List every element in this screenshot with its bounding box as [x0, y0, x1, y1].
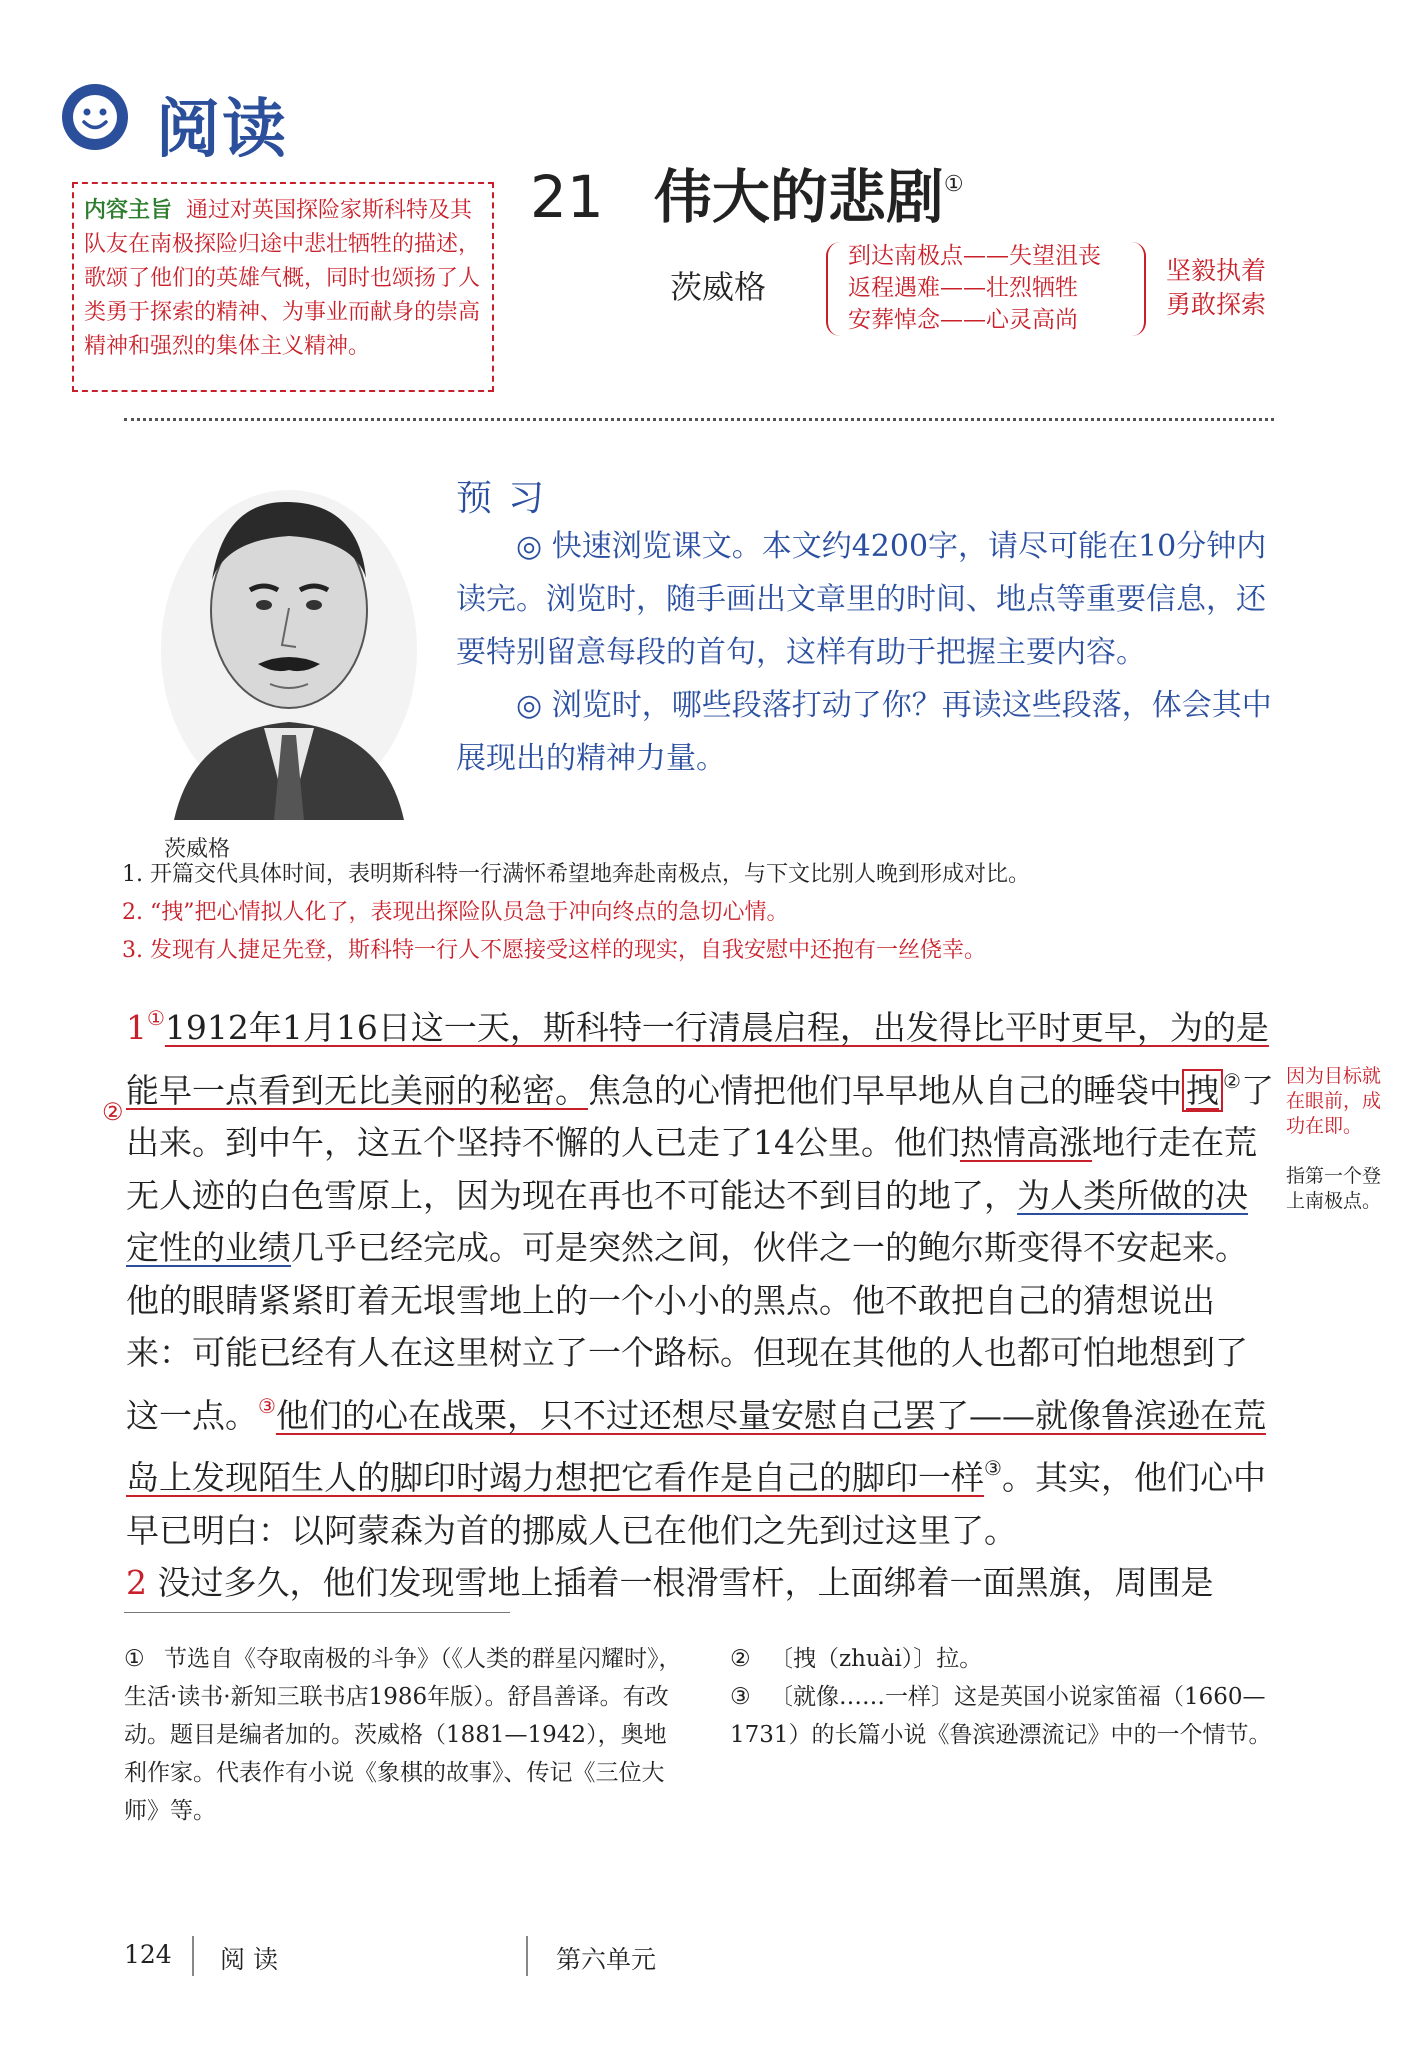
- footnote-1-text: 节选自《夺取南极的斗争》（《人类的群星闪耀时》，生活·读书·新知三联书店1986年版）。舒昌善译。有改动。题目是编者加的。茨威格（1881—1942），奥地利作家。代表作有小说《象棋的故事》、传记《三位大师》等。: [124, 1646, 682, 1824]
- margin-note-2-text: 指第一个登上南极点。: [1286, 1165, 1382, 1212]
- portrait-caption: 茨威格: [164, 837, 231, 862]
- text-segment: 。其实，他们心中早已明白：以阿蒙森为首的挪威人已在他们之先到过这里了。: [126, 1458, 1266, 1550]
- text-segment: 地行走在荒无人迹的白色雪原上，因为现在再也不可能达不到目的地了，: [126, 1123, 1257, 1215]
- footer-separator: [526, 1936, 528, 1976]
- conclusion-line-1: 坚毅执着: [1166, 256, 1267, 285]
- dotted-divider: [124, 418, 1274, 421]
- text-segment: 焦急的心情把他们早早地从自己的睡袋中: [588, 1070, 1182, 1110]
- margin-note-2: [1286, 1164, 1382, 1214]
- lesson-footnote-marker: ①: [943, 172, 964, 197]
- underlined-sentence-1: 1912年1月16日这一天，斯科特一行清晨启程，出发得比平时更早，为的是能早一点看到无比美丽的秘密。: [126, 1008, 1269, 1110]
- author-name: 茨威格: [670, 268, 767, 306]
- summary-text: 通过对英国探险家斯科特及其队友在南极探险归途中悲壮牺牲的描述，歌颂了他们的英雄气概，同时也颂扬了人类勇于探索的精神、为事业而献身的崇高精神和强烈的集体主义精神。: [84, 198, 481, 359]
- text-segment: 几乎已经完成。可是突然之间，伙伴之一的鲍尔斯变得不安起来。他的眼睛紧紧盯着无垠雪地上的一个小小的黑点。他不敢把自己的猜想说出来：可能已经有人在这里树立了一个路标。但现在其他的人也都可怕地想到了这一点。: [126, 1228, 1248, 1435]
- footnote-2: [730, 1640, 1290, 1678]
- structure-line-2: 返程遇难——壮烈牺牲: [848, 275, 1078, 301]
- preview-body: [456, 520, 1276, 785]
- paragraph-1: [126, 992, 1276, 1557]
- annotation-marker-1: ①: [147, 1006, 165, 1030]
- underlined-sentence-3: 他们的心在战栗，只不过还想尽量安慰自己罢了——就像鲁滨逊在荒岛上发现陌生人的脚印时竭力想把它看作是自己的脚印一样: [126, 1395, 1266, 1497]
- structure-line-3: 安葬悼念——心灵高尚: [848, 307, 1078, 333]
- note-2: 2. “拽”把心情拟人化了，表现出探险队员急于冲向终点的急切心情。: [122, 900, 789, 925]
- paragraph-2: [126, 1557, 1276, 1610]
- right-brace: [1130, 242, 1146, 336]
- annotation-marker-2: ②: [102, 1098, 124, 1126]
- margin-note-1: [1286, 1064, 1386, 1139]
- main-text: [126, 992, 1276, 1610]
- footnote-3: [730, 1678, 1290, 1754]
- margin-note-1-text: 因为目标就在眼前，成功在即。: [1286, 1065, 1382, 1137]
- preview-title: 预习: [456, 478, 561, 519]
- footer-section: 阅读: [220, 1945, 287, 1974]
- footnote-2-number: ②: [730, 1646, 751, 1672]
- underlined-phrase-blue: 为人类所做的决定性的业绩: [126, 1175, 1248, 1267]
- author-portrait: [154, 460, 424, 820]
- paragraph-2-text: 没过多久，他们发现雪地上插着一根滑雪杆，上面绑着一面黑旗，周围是: [157, 1563, 1214, 1602]
- footnote-1-number: ①: [124, 1646, 145, 1672]
- footnote-ref-2: ②: [1223, 1068, 1241, 1093]
- lesson-title-text: 伟大的悲剧: [653, 163, 944, 231]
- structure-outline: [826, 240, 1146, 340]
- page-number: 124: [124, 1940, 172, 1969]
- footnote-3-text: 〔就像……一样〕这是英国小说家笛福（1660—1731）的长篇小说《鲁滨逊漂流记》中的一个情节。: [730, 1684, 1272, 1748]
- boxed-word: 拽: [1182, 1069, 1223, 1112]
- text-segment: 了出来。到中午，这五个坚持不懈的人已走了14公里。他们: [126, 1070, 1274, 1162]
- footer-separator: [192, 1936, 194, 1976]
- footnote-3-number: ③: [730, 1684, 751, 1710]
- structure-line-1: 到达南极点——失望沮丧: [848, 243, 1101, 269]
- lesson-title: [530, 150, 964, 234]
- lesson-number: 21: [530, 163, 604, 231]
- footnote-1: [124, 1640, 684, 1830]
- footnote-2-text: 〔拽（zhuài）〕拉。: [770, 1646, 983, 1672]
- annotation-marker-3: ③: [258, 1393, 276, 1418]
- summary-label: 内容主旨: [84, 198, 173, 223]
- left-brace: [826, 242, 842, 336]
- preview-item-2: ◎ 浏览时，哪些段落打动了你？再读这些段落，体会其中展现出的精神力量。: [456, 688, 1272, 776]
- smiley-face-icon: [62, 84, 128, 150]
- section-title: 阅读: [156, 93, 288, 167]
- note-3: 3. 发现有人捷足先登，斯科特一行人不愿接受这样的现实，自我安慰中还抱有一丝侥幸。: [122, 938, 986, 963]
- paragraph-number-1: 1: [126, 1008, 147, 1047]
- content-summary-box: [72, 182, 494, 392]
- footnote-ref-3: ③: [984, 1456, 1002, 1480]
- annotation-notes: [122, 856, 1302, 970]
- paragraph-number-2: 2: [126, 1563, 147, 1602]
- footnotes-right: [730, 1640, 1290, 1754]
- preview-item-1: ◎ 快速浏览课文。本文约4200字，请尽可能在10分钟内读完。浏览时，随手画出文章里的时间、地点等重要信息，还要特别留意每段的首句，这样有助于把握主要内容。: [456, 529, 1267, 670]
- footer-unit: 第六单元: [556, 1945, 657, 1974]
- footnote-rule: [124, 1612, 510, 1613]
- underlined-phrase: 热情高涨: [960, 1123, 1092, 1162]
- structure-conclusion: [1166, 254, 1266, 322]
- conclusion-line-2: 勇敢探索: [1166, 290, 1267, 319]
- note-1: 1. 开篇交代具体时间，表明斯科特一行满怀希望地奔赴南极点，与下文比别人晚到形成对比。: [122, 862, 1030, 887]
